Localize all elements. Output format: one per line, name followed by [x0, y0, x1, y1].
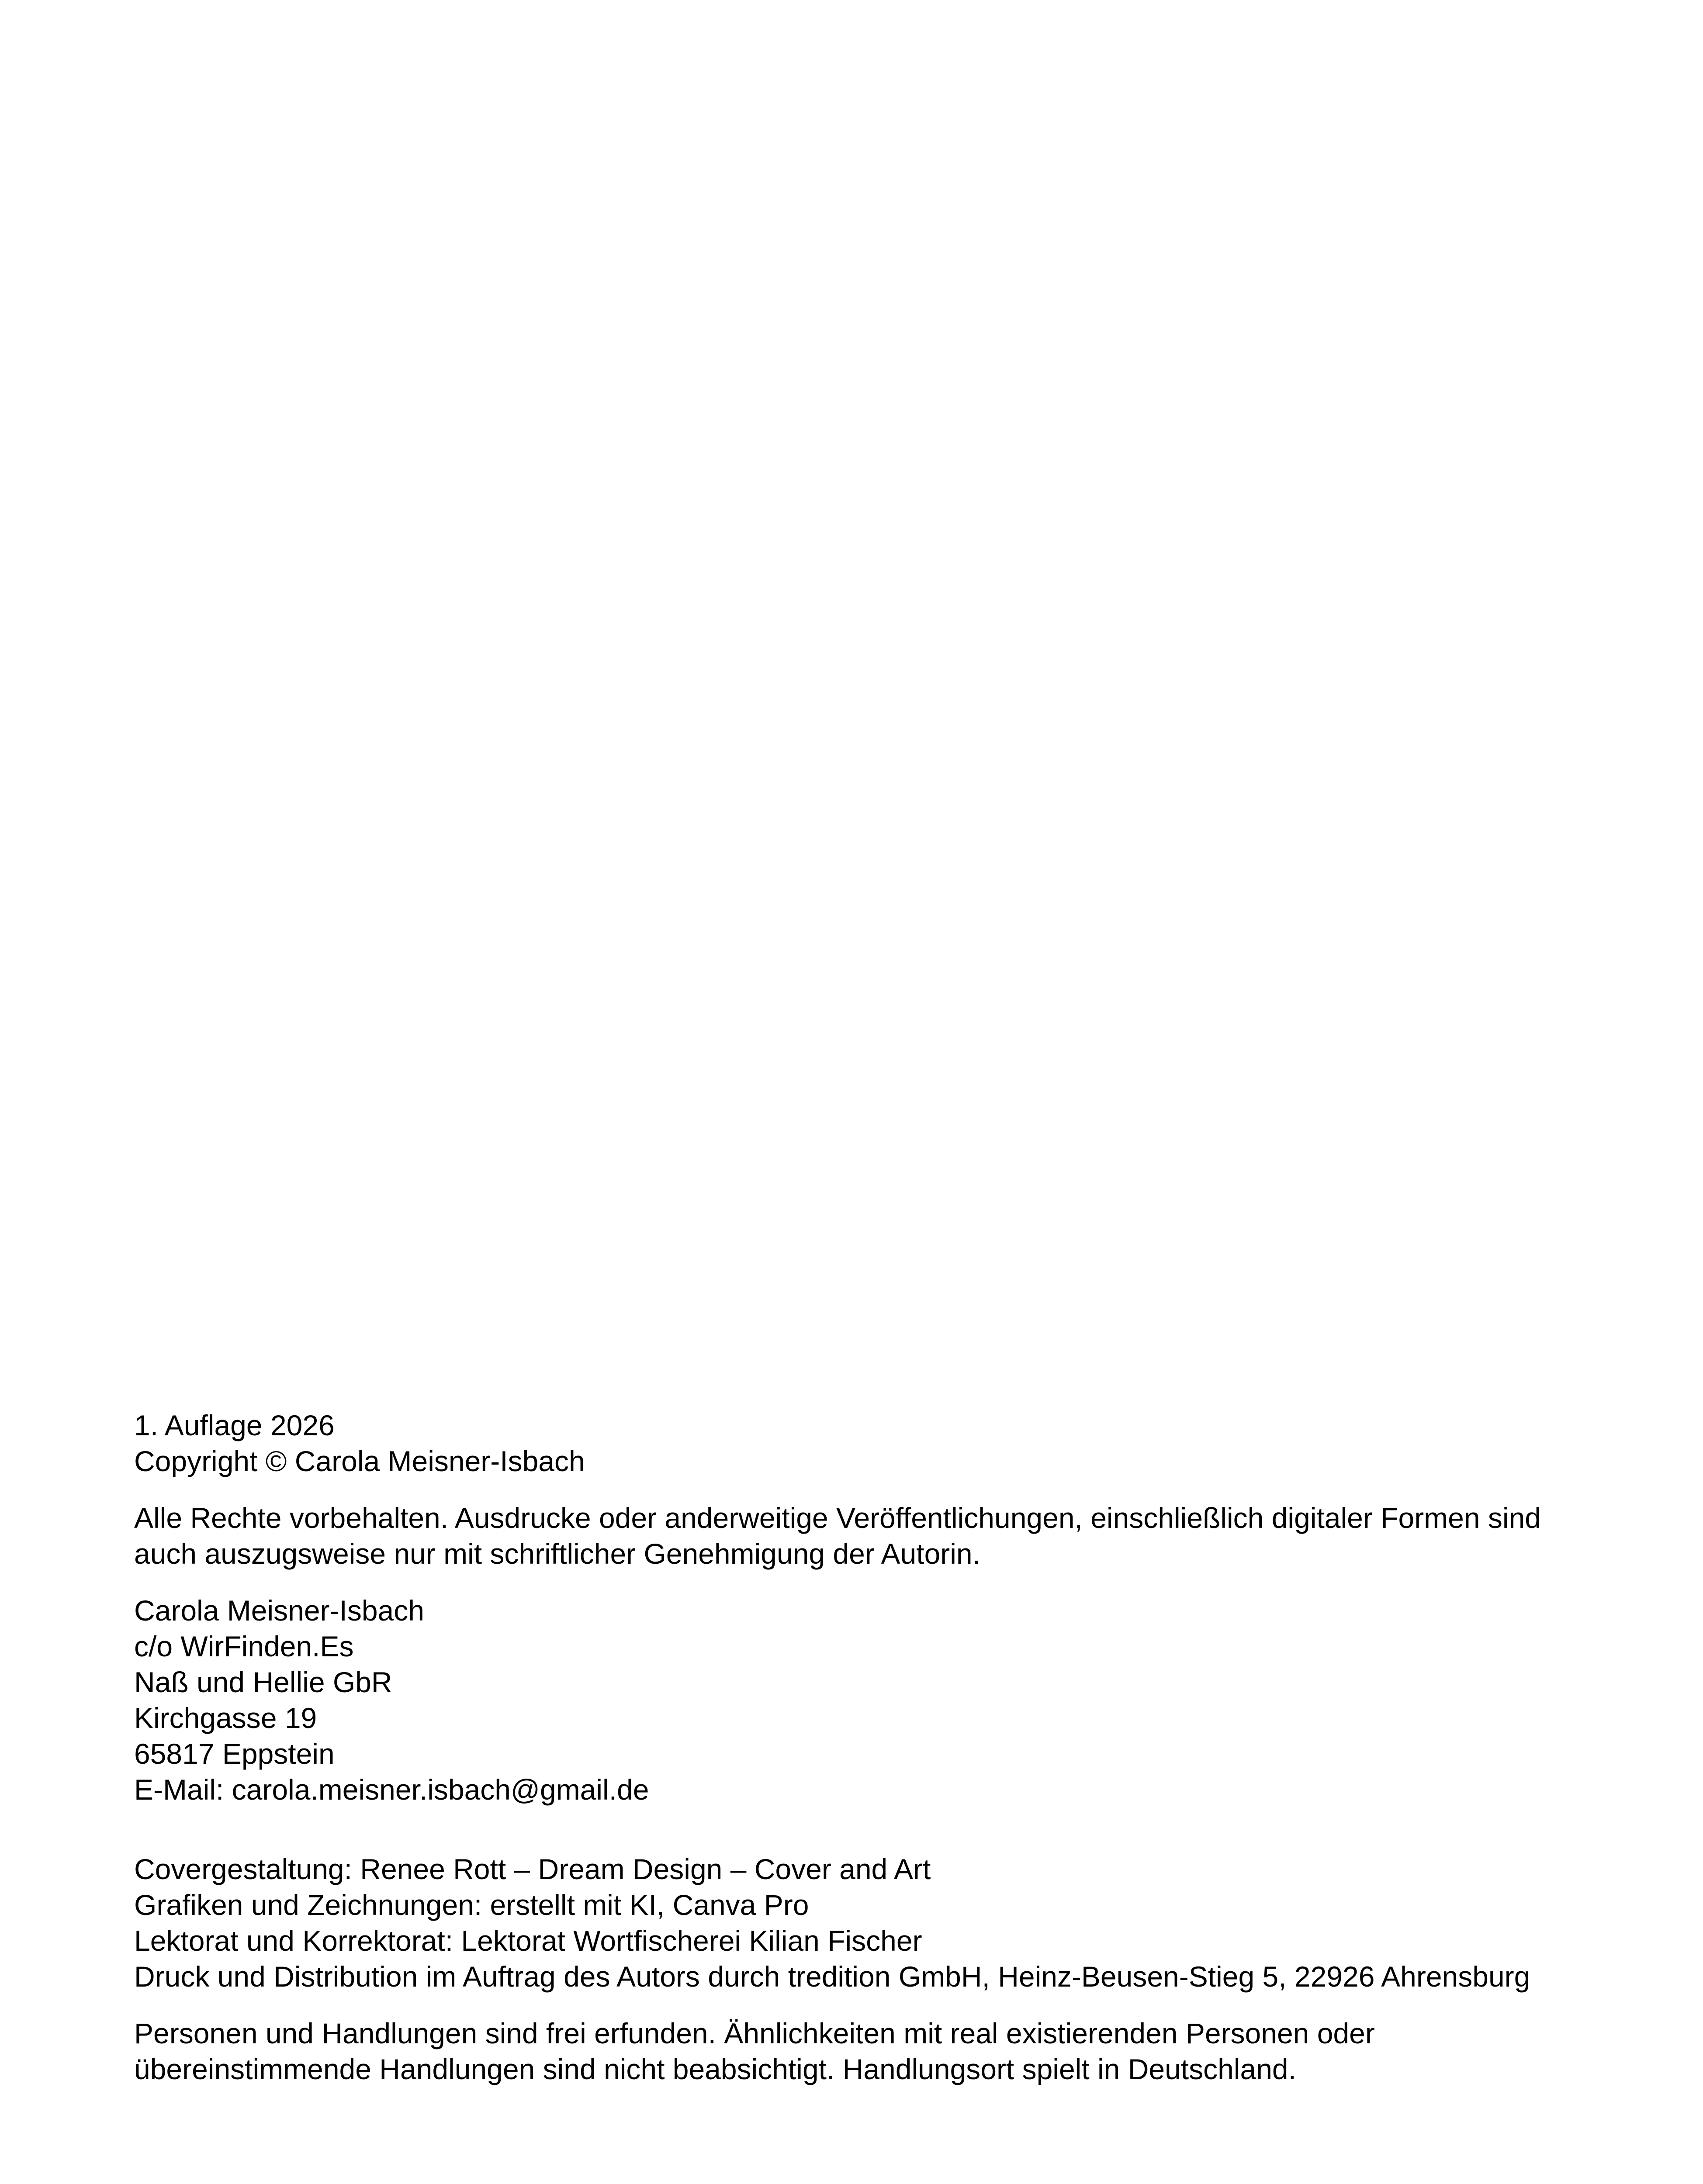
address-company: Naß und Hellie GbR: [134, 1666, 392, 1698]
disclaimer-line: übereinstimmende Handlungen sind nicht beabsichtigt. Handlungsort spielt in Deutschland.: [134, 2053, 1296, 2085]
address-name: Carola Meisner-Isbach: [134, 1594, 424, 1627]
rights-notice-line: Alle Rechte vorbehalten. Ausdrucke oder anderweitige Veröffentlichungen, einschließlich digitaler Formen sind: [134, 1502, 1541, 1534]
address-care-of: c/o WirFinden.Es: [134, 1630, 354, 1662]
author-address: [134, 1593, 1576, 1807]
credit-editing: Lektorat und Korrektorat: Lektorat Wortfischerei Kilian Fischer: [134, 1925, 922, 1957]
copyright-line: Copyright © Carola Meisner-Isbach: [134, 1445, 585, 1477]
edition-line: 1. Auflage 2026: [134, 1409, 335, 1441]
address-email: E-Mail: carola.meisner.isbach@gmail.de: [134, 1773, 649, 1806]
imprint-block: [134, 1407, 1576, 2087]
printing-notice: Druck und Distribution im Auftrag des Autors durch tredition GmbH, Heinz-Beusen-Stieg 5, 22926 Ahrensburg: [134, 1960, 1530, 1993]
credit-cover: Covergestaltung: Renee Rott – Dream Design – Cover and Art: [134, 1853, 931, 1885]
credits: [134, 1851, 1576, 1959]
disclaimer-line: Personen und Handlungen sind frei erfunden. Ähnlichkeiten mit real existierenden Personen oder: [134, 2017, 1375, 2049]
credit-graphics: Grafiken und Zeichnungen: erstellt mit KI, Canva Pro: [134, 1889, 809, 1921]
address-street: Kirchgasse 19: [134, 1702, 317, 1734]
rights-notice: [134, 1500, 1576, 1572]
disclaimer: [134, 2015, 1576, 2087]
rights-notice-line: auch auszugsweise nur mit schriftlicher Genehmigung der Autorin.: [134, 1538, 980, 1570]
address-city: 65817 Eppstein: [134, 1738, 335, 1770]
